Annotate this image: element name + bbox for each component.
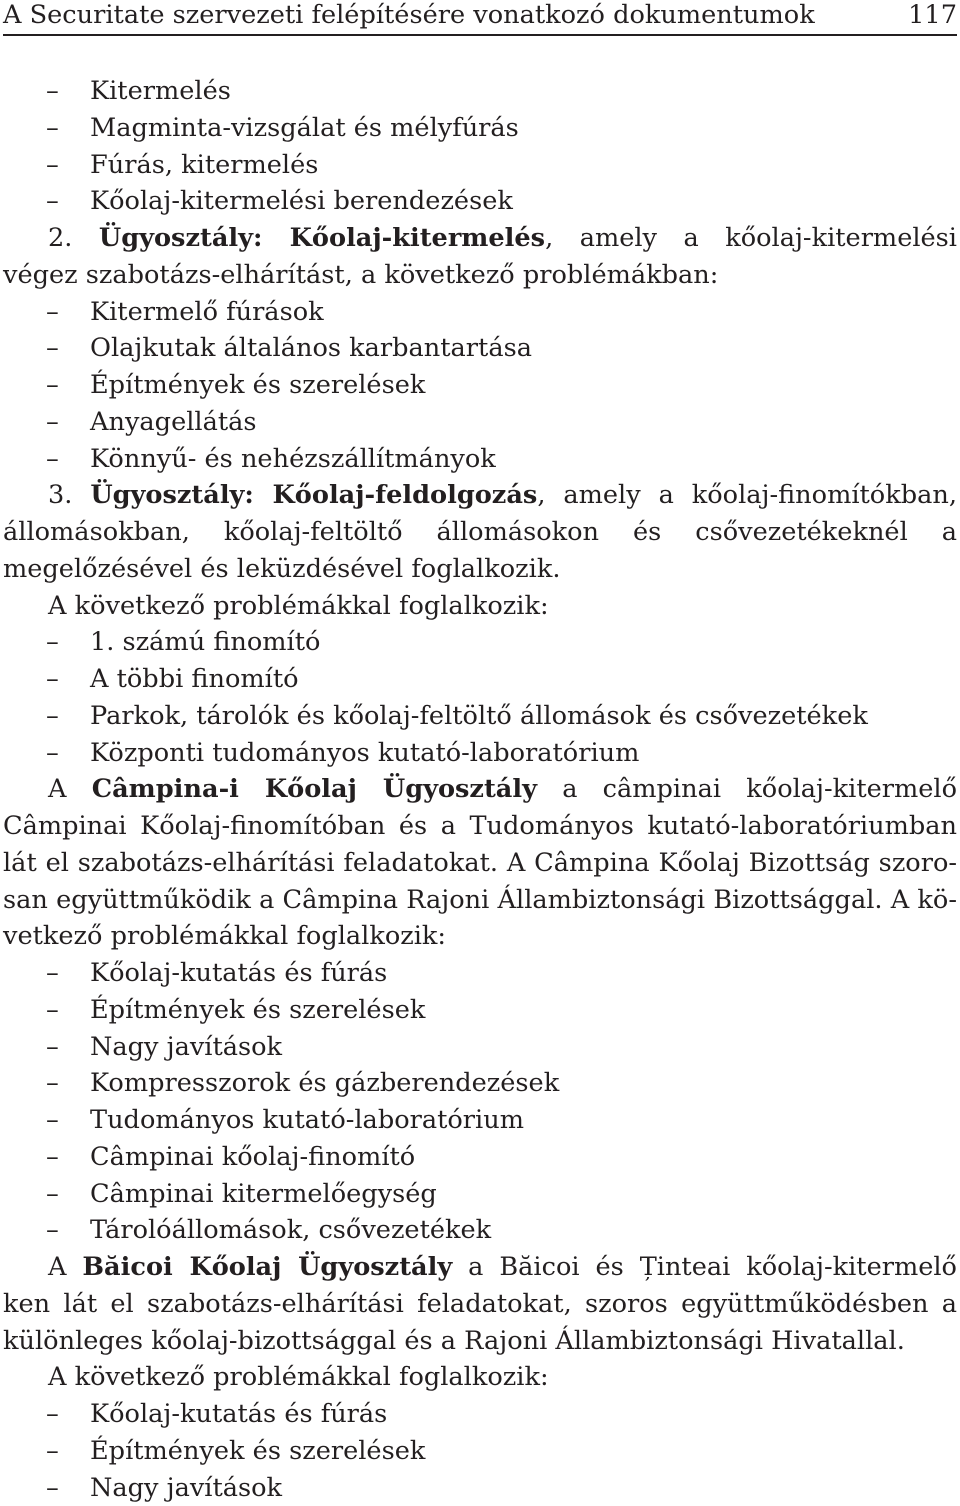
list-item-text: A többi finomító	[90, 664, 299, 694]
section-number: 2.	[48, 223, 99, 253]
list-item-text: Könnyű- és nehézszállítmányok	[90, 444, 496, 474]
dash-bullet: –	[3, 1212, 90, 1249]
section-heading: Ügyosztály: Kőolaj-feldolgozás	[90, 480, 537, 510]
list-item	[3, 294, 957, 331]
list-item	[3, 367, 957, 404]
list-item-text: Nagy javítások	[90, 1032, 282, 1062]
dash-bullet: –	[3, 183, 90, 220]
paragraph-line	[3, 771, 957, 808]
list-item	[3, 1470, 957, 1506]
dash-bullet: –	[3, 110, 90, 147]
paragraph-text: , amely a kőolaj-finomítókban,	[48, 480, 957, 514]
paragraph-line	[3, 551, 957, 588]
header-title: A Securitate szervezeti felépítésére vonatkozó dokumentumok	[3, 0, 815, 30]
list-item-text: Kőolaj-kutatás és fúrás	[90, 958, 387, 988]
list-item-text: Anyagellátás	[90, 407, 257, 437]
paragraph-line	[3, 1323, 957, 1360]
dash-bullet: –	[3, 624, 90, 661]
dash-bullet: –	[3, 1176, 90, 1213]
dash-bullet: –	[3, 441, 90, 478]
paragraph-line	[3, 257, 957, 294]
list-item	[3, 147, 957, 184]
list-item-text: Câmpinai kitermelőegység	[90, 1179, 437, 1209]
list-item-text: Câmpinai kőolaj-finomító	[90, 1142, 415, 1172]
paragraph-text: A következő problémákkal foglalkozik:	[48, 1362, 549, 1392]
paragraph-line	[3, 588, 957, 625]
running-header	[3, 0, 957, 36]
list-item	[3, 404, 957, 441]
section-number: 3.	[48, 480, 90, 510]
paragraph-text: A	[48, 1252, 82, 1282]
document-body	[3, 73, 957, 1506]
list-item-text: Építmények és szerelések	[90, 370, 425, 400]
list-item-text: Kőolaj-kitermelési berendezések	[90, 186, 513, 216]
paragraph-line	[3, 1359, 957, 1396]
list-item	[3, 1102, 957, 1139]
paragraph-line	[3, 845, 957, 882]
dash-bullet: –	[3, 1470, 90, 1506]
list-item	[3, 992, 957, 1029]
list-item-text: Nagy javítások	[90, 1473, 282, 1503]
list-item-text: Fúrás, kitermelés	[90, 150, 318, 180]
paragraph-line	[3, 514, 957, 551]
list-item-text: Tudományos kutató-laboratórium	[90, 1105, 524, 1135]
paragraph-text: A következő problémákkal foglalkozik:	[48, 591, 549, 621]
list-item-text: Építmények és szerelések	[90, 1436, 425, 1466]
list-item-text: Kitermelő fúrások	[90, 297, 324, 327]
list-item-text: Kitermelés	[90, 76, 231, 106]
paragraph-text: Câmpinai Kőolaj-finomítóban és a Tudományos kutató-laboratóriumban	[3, 811, 957, 841]
list-item	[3, 330, 957, 367]
list-item	[3, 624, 957, 661]
list-item	[3, 698, 957, 735]
list-item-text: Központi tudományos kutató-laboratórium	[90, 738, 639, 768]
paragraph-text: A	[48, 774, 92, 804]
paragraph-text: lát el szabotázs-elhárítási feladatokat. A Câmpina Kőolaj Bizottság szoro-	[3, 848, 957, 878]
paragraph-line	[3, 1249, 957, 1286]
paragraph-line	[3, 882, 957, 919]
dash-bullet: –	[3, 1433, 90, 1470]
list-item	[3, 1176, 957, 1213]
list-item	[3, 1139, 957, 1176]
dash-bullet: –	[3, 330, 90, 367]
paragraph-text: , amely a kőolaj-kitermelési	[48, 223, 957, 257]
list-item-text: Kompresszorok és gázberendezések	[90, 1068, 559, 1098]
paragraph-line	[3, 220, 957, 257]
list-item-text: 1. számú finomító	[90, 627, 320, 657]
list-item-text: Olajkutak általános karbantartása	[90, 333, 532, 363]
list-item	[3, 1212, 957, 1249]
paragraph-text: a câmpinai kőolaj-kitermelő	[48, 774, 957, 808]
list-item-text: Építmények és szerelések	[90, 995, 425, 1025]
paragraph-text: megelőzésével és leküzdésével foglalkozik.	[3, 554, 560, 584]
paragraph-text: a Băicoi és Ținteai kőolaj-kitermelő	[48, 1252, 957, 1286]
dash-bullet: –	[3, 367, 90, 404]
dash-bullet: –	[3, 404, 90, 441]
dash-bullet: –	[3, 698, 90, 735]
paragraph-text: különleges kőolaj-bizottsággal és a Rajoni Állambiztonsági Hivatallal.	[3, 1326, 905, 1356]
list-item	[3, 1396, 957, 1433]
paragraph-line	[3, 477, 957, 514]
dash-bullet: –	[3, 735, 90, 772]
list-item	[3, 1433, 957, 1470]
list-item-text: Kőolaj-kutatás és fúrás	[90, 1399, 387, 1429]
list-item	[3, 441, 957, 478]
dash-bullet: –	[3, 1065, 90, 1102]
dash-bullet: –	[3, 955, 90, 992]
list-item	[3, 955, 957, 992]
section-heading: Ügyosztály: Kőolaj-kitermelés	[99, 223, 545, 253]
list-item	[3, 73, 957, 110]
list-item	[3, 735, 957, 772]
paragraph-text: állomásokban, kőolaj-feltöltő állomásokon és csővezetékeknél a	[3, 517, 957, 551]
dash-bullet: –	[3, 147, 90, 184]
department-name: Câmpina-i Kőolaj Ügyosztály	[92, 774, 537, 804]
dash-bullet: –	[3, 73, 90, 110]
list-item-text: Tárolóállomások, csővezetékek	[90, 1215, 491, 1245]
dash-bullet: –	[3, 1102, 90, 1139]
paragraph-text: ken lát el szabotázs-elhárítási feladatokat, szoros együttműködésben a	[3, 1289, 957, 1323]
dash-bullet: –	[3, 1029, 90, 1066]
paragraph-text: san együttműködik a Câmpina Rajoni Állambiztonsági Bizottsággal. A kö-	[3, 885, 957, 915]
paragraph-line	[3, 1286, 957, 1323]
list-item	[3, 183, 957, 220]
list-item	[3, 661, 957, 698]
dash-bullet: –	[3, 1139, 90, 1176]
list-item	[3, 110, 957, 147]
department-name: Băicoi Kőolaj Ügyosztály	[82, 1252, 452, 1282]
page-number: 117	[908, 0, 957, 30]
paragraph-text: végez szabotázs-elhárítást, a következő problémákban:	[3, 260, 718, 290]
paragraph-line	[3, 918, 957, 955]
dash-bullet: –	[3, 661, 90, 698]
list-item	[3, 1065, 957, 1102]
list-item-text: Magminta-vizsgálat és mélyfúrás	[90, 113, 519, 143]
dash-bullet: –	[3, 1396, 90, 1433]
paragraph-text: vetkező problémákkal foglalkozik:	[3, 921, 446, 951]
list-item-text: Parkok, tárolók és kőolaj-feltöltő állomások és csővezetékek	[90, 701, 868, 731]
dash-bullet: –	[3, 294, 90, 331]
list-item	[3, 1029, 957, 1066]
paragraph-line	[3, 808, 957, 845]
dash-bullet: –	[3, 992, 90, 1029]
